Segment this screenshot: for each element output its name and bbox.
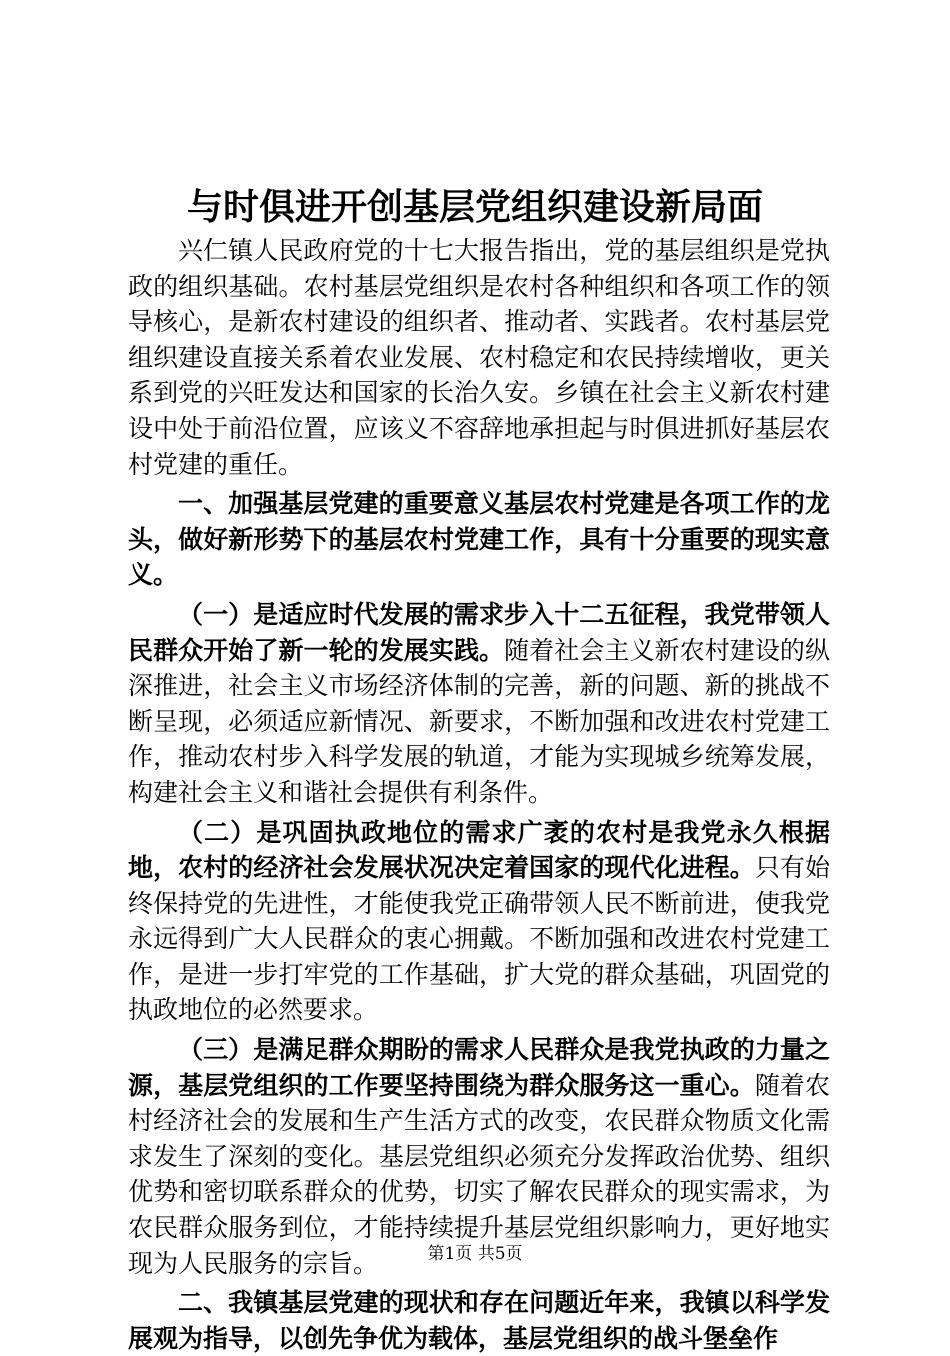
paragraph-subsection-2 (128, 815, 830, 1029)
paragraph-section-1 (128, 486, 830, 593)
document-body (128, 233, 830, 1356)
paragraph-text: 兴仁镇人民政府党的十七大报告指出，党的基层组织是党执政的组织基础。农村基层党组织是农村各种组织和各项工作的领导核心，是新农村建设的组织者、推动者、实践者。农村基层党组织建设直接关系着农业发展、农村稳定和农民持续增收，更关系到党的兴旺发达和国家的长治久安。乡镇在社会主义新农村建设中处于前沿位置，应该义不容辞地承担起与时俱进抓好基层农村党建的重任。 (128, 236, 830, 479)
document-title: 与时俱进开创基层党组织建设新局面 (186, 186, 763, 228)
paragraph-intro (128, 233, 830, 482)
paragraph-heading: 二、我镇基层党建的现状和存在问题近年来，我镇以科学发展观为指导，以创先争优为载体，基层党组织的战斗堡垒作 (128, 1288, 830, 1353)
paragraph-subsection-1 (128, 597, 830, 811)
paragraph-heading: 一、加强基层党建的重要意义基层农村党建是各项工作的龙头，做好新形势下的基层农村党建工作，具有十分重要的现实意义。 (128, 489, 830, 590)
paragraph-heading: （三）是满足群众期盼的需求人民群众是我党执政的力量之源，基层党组织的工作要坚持围绕为群众服务这一重心。 (128, 1035, 830, 1100)
paragraph-heading: （一）是适应时代发展的需求步入十二五征程，我党带领人民群众开始了新一轮的发展实践。 (128, 599, 830, 665)
paragraph-text: 随着农村经济社会的发展和生产生活方式的改变，农民群众物质文化需求发生了深刻的变化。基层党组织必须充分发挥政治优势、组织优势和密切联系群众的优势，切实了解农民群众的现实需求，为农民群众服务到位，才能持续提升基层党组织影响力，更好地实现为人民服务的宗旨。 (128, 1070, 830, 1278)
paragraph-text: 随着社会主义新农村建设的纵深推进，社会主义市场经济体制的完善，新的问题、新的挑战不断呈现，必须适应新情况、新要求，不断加强和改进农村党建工作，推动农村步入科学发展的轨道，才能为实现城乡统筹发展，构建社会主义和谐社会提供有利条件。 (128, 635, 830, 807)
page-footer (0, 1243, 950, 1265)
paragraph-text: 只有始终保持党的先进性，才能使我党正确带领人民不断前进，使我党永远得到广大人民群众的衷心拥戴。不断加强和改进农村党建工作，是进一步打牢党的工作基础，扩大党的群众基础，巩固党的执政地位的必然要求。 (128, 853, 830, 1025)
paragraph-heading: （二）是巩固执政地位的需求广袤的农村是我党永久根据地，农村的经济社会发展状况决定着国家的现代化进程。 (128, 817, 830, 883)
paragraph-section-2 (128, 1285, 830, 1356)
page-number-label: 第1页 共5页 (427, 1244, 523, 1264)
